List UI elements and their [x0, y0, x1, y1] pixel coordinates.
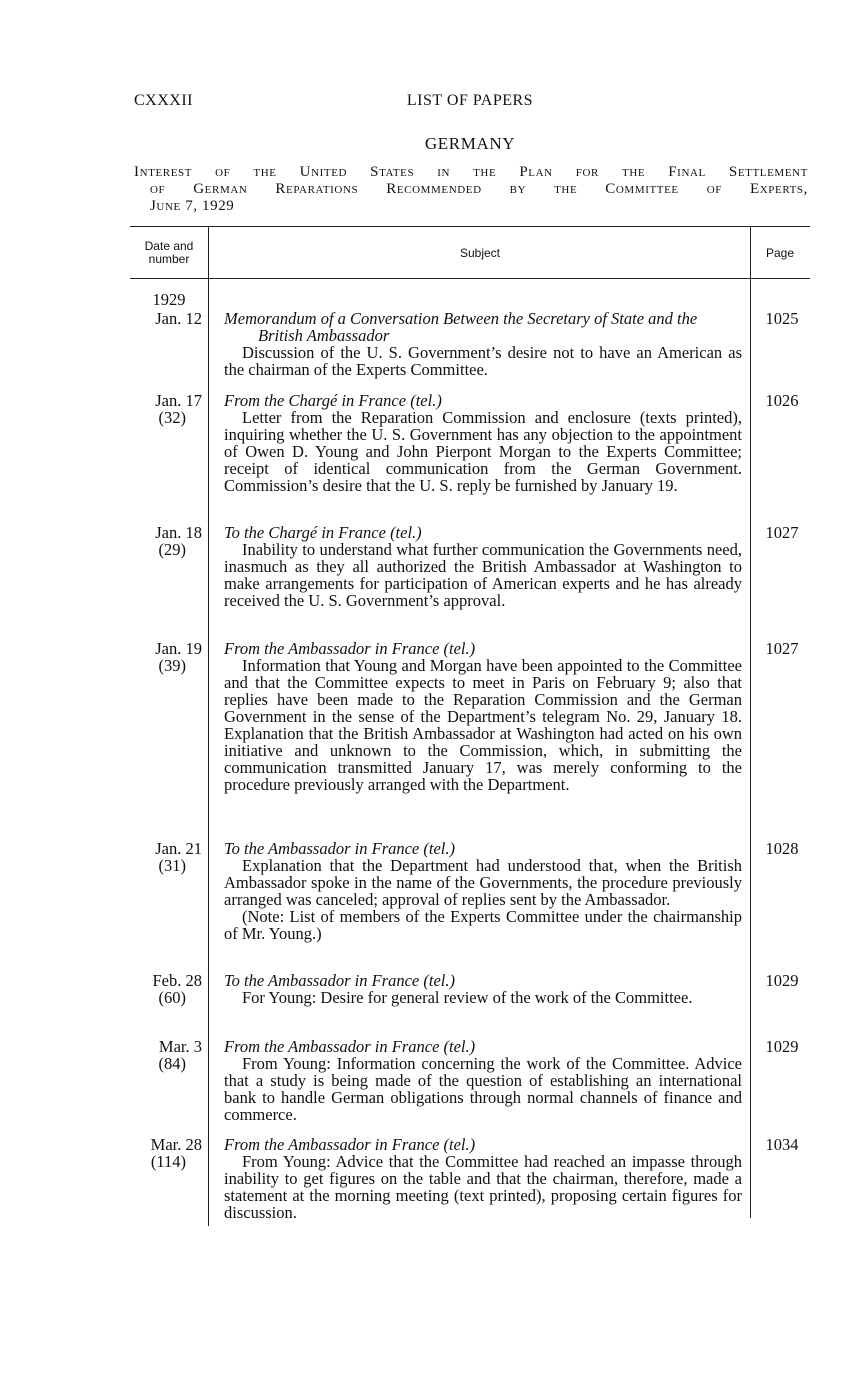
entry-date-text: Jan. 12: [155, 309, 202, 328]
entry-page: 1027: [765, 523, 799, 542]
entry-date: [130, 310, 202, 327]
entry-number: (32): [158, 408, 186, 427]
entry-subject: [224, 640, 742, 793]
entry-subject: [224, 524, 742, 609]
entry-date-text: Jan. 18: [155, 523, 202, 542]
running-head: LIST OF PAPERS: [406, 92, 534, 109]
entry-number: (29): [158, 540, 186, 559]
entry-body: Explanation that the Department had understood that, when the British Ambassador spoke in the name of the Governments, the procedure previously arranged was canceled; approval of replies sent by the Ambassador.: [224, 856, 742, 909]
entry-subject: [224, 310, 742, 378]
subtitle-line: June 7, 1929: [150, 198, 235, 214]
entry-date: [130, 840, 202, 874]
entry-subject: [224, 1038, 742, 1123]
page-number: CXXXII: [134, 92, 193, 109]
entry-number: (114): [150, 1152, 186, 1171]
entry-heading: From the Ambassador in France (tel.): [224, 639, 476, 658]
entry-heading: From the Chargé in France (tel.): [224, 391, 442, 410]
entry-body: Letter from the Reparation Commission and enclosure (texts printed), inquiring whether the U. S. Government has any objection to the appointment of Owen D. Young and John Pierpont Morgan to the Experts Committee; receipt of identical communication from the German Government. Commission’s desire that the U. S. reply be furnished by January 19.: [224, 408, 742, 495]
entry-date: [130, 1038, 202, 1072]
entry-page: 1027: [765, 639, 799, 658]
entry-date-text: Jan. 17: [155, 391, 202, 410]
table-top-rule: [130, 226, 810, 227]
entry-heading: From the Ambassador in France (tel.): [224, 1135, 476, 1154]
entry-subject: [224, 1136, 742, 1221]
entry-date-text: Jan. 21: [155, 839, 202, 858]
papers-table: [130, 226, 810, 1246]
entry-heading: Memorandum of a Conversation Between the Secretary of State and the British Ambassador: [224, 309, 698, 345]
entry-page: 1029: [765, 971, 799, 990]
entry-heading: To the Chargé in France (tel.): [224, 523, 422, 542]
entry-date: [130, 1136, 202, 1170]
entry-heading: From the Ambassador in France (tel.): [224, 1037, 476, 1056]
column-header-date: [130, 240, 208, 266]
entry-date-text: Feb. 28: [152, 971, 202, 990]
entry-body: For Young: Desire for general review of the work of the Committee.: [242, 988, 693, 1007]
entry-heading: To the Ambassador in France (tel.): [224, 971, 455, 990]
entry-page: 1026: [765, 391, 799, 410]
column-header-date-line: Date and: [144, 239, 194, 253]
entry-subject: [224, 840, 742, 942]
entry-subject: [224, 392, 742, 494]
subtitle-line: of German Reparations Recommended by the Committee of Experts,: [150, 181, 808, 197]
subtitle-line: Interest of the United States in the Plan for the Final Settlement: [134, 164, 808, 180]
entry-body: Discussion of the U. S. Government’s desire not to have an American as the chairman of the Experts Committee.: [224, 343, 742, 379]
entry-number: (84): [158, 1054, 186, 1073]
entry-date-text: Jan. 19: [155, 639, 202, 658]
entry-body: Inability to understand what further communication the Governments need, inasmuch as they all authorized the British Ambassador at Washington to make arrangements for participation of American experts and he has already received the U. S. Government’s approval.: [224, 540, 742, 610]
page-column-divider: [750, 226, 751, 1218]
entry-number: (31): [158, 856, 186, 875]
date-column-divider: [208, 226, 209, 1226]
entry-number: (39): [158, 656, 186, 675]
entry-page: 1025: [765, 309, 799, 328]
entry-date: [130, 392, 202, 426]
entry-page: 1034: [765, 1135, 799, 1154]
entry-heading: To the Ambassador in France (tel.): [224, 839, 455, 858]
entry-page: 1029: [765, 1037, 799, 1056]
entry-date: [130, 640, 202, 674]
entry-date-text: Mar. 3: [158, 1037, 202, 1056]
column-header-page: Page: [765, 246, 795, 260]
entry-body: Information that Young and Morgan have been appointed to the Committee and that the Committee expects to meet in Paris on February 9; also that replies have been made to the Reparation Commission and the German Government in the sense of the Department’s telegram No. 29, January 18. Explanation that the British Ambassador at Washington had acted on his own initiative and unknown to the Commission, which, in submitting the communication transmitted January 17, was merely conforming to the procedure previously arranged with the Department.: [224, 656, 742, 794]
column-header-date-line: number: [148, 252, 190, 266]
entry-note: (Note: List of members of the Experts Committee under the chairmanship of Mr. Young.): [224, 907, 742, 943]
entry-date: [130, 972, 202, 1006]
column-header-subject: Subject: [459, 246, 501, 260]
entry-subject: [224, 972, 742, 1006]
entry-body: From Young: Advice that the Committee had reached an impasse through inability to get figures on the table and that the chairman, therefore, made a statement at the morning meeting (text printed), proposing certain figures for discussion.: [224, 1152, 742, 1222]
section-title: GERMANY: [424, 134, 516, 153]
entry-date-text: Mar. 28: [150, 1135, 202, 1154]
year-label: 1929: [152, 290, 186, 309]
entry-date: [130, 524, 202, 558]
section-subtitle: [134, 164, 808, 215]
entry-page: 1028: [765, 839, 799, 858]
table-header-rule: [130, 278, 810, 279]
entry-number: (60): [158, 988, 186, 1007]
entry-body: From Young: Information concerning the work of the Committee. Advice that a study is being made of the question of establishing an international bank to handle German obligations through normal channels of finance and commerce.: [224, 1054, 742, 1124]
